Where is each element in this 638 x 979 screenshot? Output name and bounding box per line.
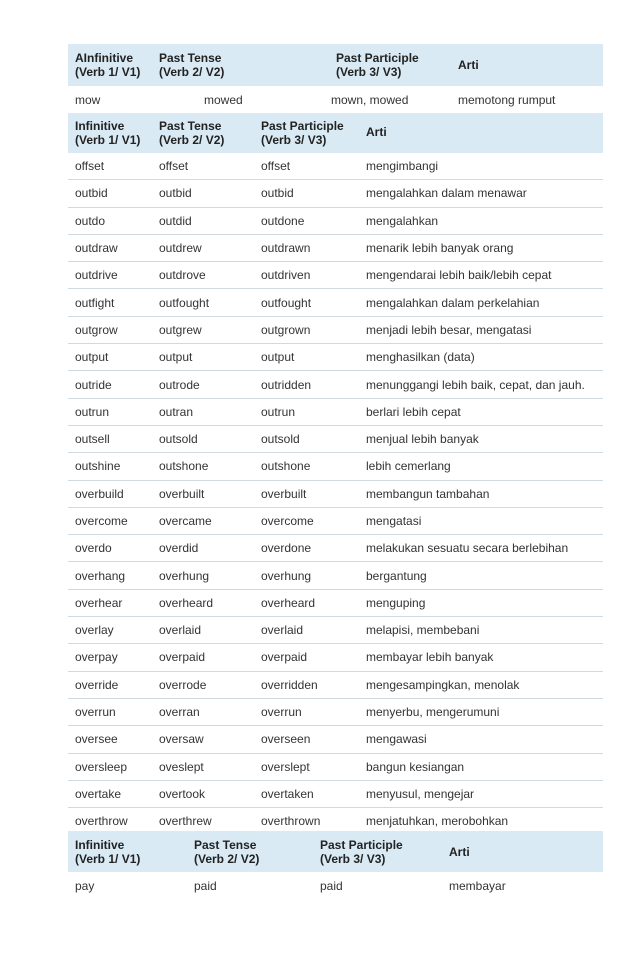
cell-v1: outbid (75, 186, 108, 201)
cell-v3: overthrown (261, 814, 321, 829)
table-row (68, 754, 603, 781)
table-header (68, 113, 603, 153)
cell-arti: menguping (366, 595, 426, 610)
cell-v1: overtake (75, 786, 122, 801)
cell-v1: overbuild (75, 486, 124, 501)
header-infinitive: Infinitive (Verb 1/ V1) (75, 119, 141, 147)
cell-v3: overcome (261, 514, 314, 528)
table-body (68, 153, 603, 835)
header-past-tense: Past Tense (Verb 2/ V2) (194, 838, 260, 866)
table-row (68, 399, 603, 426)
cell-arti: menghasilkan (data) (366, 350, 475, 365)
cell-v3: overseen (261, 732, 311, 747)
cell-arti: mengalahkan dalam perkelahian (366, 295, 540, 310)
cell-v2: oversaw (159, 732, 204, 747)
table-row (68, 86, 603, 114)
cell-v2: outfought (159, 295, 210, 310)
cell-v2: outrode (159, 377, 200, 392)
cell-v2: mowed (204, 92, 243, 107)
cell-arti: mengesampingkan, menolak (366, 677, 520, 692)
cell-arti: membayar (449, 879, 506, 893)
header-arti: Arti (458, 58, 479, 72)
cell-v2: offset (159, 159, 189, 174)
cell-v3: outshone (261, 459, 311, 474)
cell-v1: outgrow (75, 322, 118, 337)
cell-v3: overheard (261, 595, 316, 610)
table-row (68, 726, 603, 753)
header-past-participle: Past Participle (Verb 3/ V3) (336, 51, 419, 79)
cell-arti: menjadi lebih besar, mengatasi (366, 322, 532, 337)
table-row (68, 644, 603, 671)
cell-v1: overdo (75, 541, 112, 556)
cell-v3: paid (320, 879, 343, 893)
header-infinitive: Infinitive (Verb 1/ V1) (75, 838, 141, 866)
cell-arti: bangun kesiangan (366, 759, 465, 774)
cell-v2: overpaid (159, 650, 206, 665)
cell-v3: overhung (261, 568, 312, 583)
cell-v2: outdid (159, 213, 192, 228)
cell-v3: outfought (261, 295, 312, 310)
table-row (68, 371, 603, 398)
cell-arti: bergantung (366, 568, 427, 583)
cell-v2: outran (159, 404, 194, 419)
cell-v2: overrode (159, 677, 207, 692)
cell-v2: overbuilt (159, 486, 205, 501)
verb-table-2 (68, 113, 603, 835)
cell-v2: oveslept (159, 759, 204, 774)
cell-arti: mengimbangi (366, 159, 439, 174)
cell-v2: overhung (159, 568, 210, 583)
cell-v1: overhang (75, 568, 126, 583)
cell-arti: membayar lebih banyak (366, 650, 494, 665)
cell-v2: outdrew (159, 241, 202, 256)
cell-v1: outdo (75, 213, 106, 228)
cell-v3: outbid (261, 186, 294, 201)
cell-v1: output (75, 350, 109, 365)
cell-v3: mown, mowed (331, 92, 409, 107)
header-past-participle: Past Participle (Verb 3/ V3) (320, 838, 403, 866)
cell-v3: overslept (261, 759, 310, 774)
cell-arti: menarik lebih banyak orang (366, 241, 514, 256)
cell-v1: offset (75, 159, 105, 174)
cell-v1: pay (75, 879, 95, 893)
header-arti: Arti (366, 125, 387, 139)
cell-v3: outdone (261, 213, 305, 228)
cell-v1: overhear (75, 595, 123, 610)
table-row (68, 235, 603, 262)
header-past-tense: Past Tense (Verb 2/ V2) (159, 51, 225, 79)
cell-v2: overheard (159, 595, 214, 610)
cell-v1: outrun (75, 404, 110, 419)
cell-arti: mengawasi (366, 732, 427, 747)
table-row (68, 672, 603, 699)
cell-v3: outridden (261, 377, 312, 392)
cell-v2: overcame (159, 514, 212, 528)
cell-v3: outsold (261, 432, 300, 447)
cell-arti: menyerbu, mengerumuni (366, 705, 500, 720)
cell-v1: outsell (75, 432, 110, 447)
table-row (68, 781, 603, 808)
cell-v1: overrun (75, 705, 116, 720)
cell-v3: offset (261, 159, 291, 174)
table-row (68, 535, 603, 562)
cell-v3: overbuilt (261, 486, 307, 501)
cell-arti: mengendarai lebih baik/lebih cepat (366, 268, 552, 283)
cell-arti: melapisi, membebani (366, 623, 480, 638)
cell-v3: outdrawn (261, 241, 311, 256)
cell-v3: outrun (261, 404, 296, 419)
cell-v1: overthrow (75, 814, 128, 829)
header-past-participle: Past Participle (Verb 3/ V3) (261, 119, 344, 147)
table-row (68, 562, 603, 589)
cell-v1: outdraw (75, 241, 118, 256)
cell-arti: lebih cemerlang (366, 459, 451, 474)
cell-v2: overran (159, 705, 200, 720)
header-arti: Arti (449, 845, 470, 859)
table-row (68, 180, 603, 207)
cell-v2: paid (194, 879, 217, 893)
cell-v3: outdriven (261, 268, 311, 283)
cell-v1: outdrive (75, 268, 118, 283)
table-row (68, 508, 603, 535)
header-past-tense: Past Tense (Verb 2/ V2) (159, 119, 225, 147)
cell-v1: oversee (75, 732, 118, 747)
cell-v2: outshone (159, 459, 209, 474)
cell-v2: outdrove (159, 268, 206, 283)
cell-v3: overrun (261, 705, 302, 720)
cell-arti: membangun tambahan (366, 486, 490, 501)
cell-v1: mow (75, 92, 101, 107)
table-row (68, 699, 603, 726)
table-row (68, 872, 603, 900)
cell-v1: oversleep (75, 759, 128, 774)
cell-v2: outsold (159, 432, 198, 447)
cell-arti: berlari lebih cepat (366, 404, 461, 419)
cell-v2: overthrew (159, 814, 212, 829)
cell-v2: overlaid (159, 623, 202, 638)
cell-v3: overlaid (261, 623, 304, 638)
cell-v1: override (75, 677, 119, 692)
cell-v3: outgrown (261, 322, 311, 337)
cell-v1: outshine (75, 459, 121, 474)
table-row (68, 262, 603, 289)
cell-v1: overlay (75, 623, 114, 638)
table-header (68, 831, 603, 872)
verb-table-1 (68, 44, 603, 114)
cell-arti: melakukan sesuatu secara berlebihan (366, 541, 569, 556)
cell-arti: menjatuhkan, merobohkan (366, 814, 509, 829)
cell-arti: mengalahkan (366, 213, 439, 228)
header-infinitive: AInfinitive (Verb 1/ V1) (75, 51, 141, 79)
cell-arti: memotong rumput (458, 92, 556, 107)
cell-arti: menjual lebih banyak (366, 432, 479, 447)
table-row (68, 481, 603, 508)
cell-arti: mengatasi (366, 514, 422, 528)
cell-v2: outgrew (159, 322, 202, 337)
cell-v1: outride (75, 377, 112, 392)
table-row (68, 426, 603, 453)
cell-v3: overtaken (261, 786, 314, 801)
table-header (68, 44, 603, 86)
cell-arti: menyusul, mengejar (366, 786, 475, 801)
cell-v3: overpaid (261, 650, 308, 665)
verb-table-3 (68, 831, 603, 900)
cell-v1: overpay (75, 650, 118, 665)
cell-v2: outbid (159, 186, 192, 201)
table-row (68, 289, 603, 316)
cell-arti: mengalahkan dalam menawar (366, 186, 527, 201)
table-row (68, 453, 603, 480)
cell-v3: overdone (261, 541, 312, 556)
table-row (68, 317, 603, 344)
table-row (68, 153, 603, 180)
cell-v2: overtook (159, 786, 206, 801)
table-row (68, 617, 603, 644)
table-row (68, 590, 603, 617)
table-row (68, 344, 603, 371)
cell-v1: outfight (75, 295, 115, 310)
cell-v3: overridden (261, 677, 318, 692)
cell-v2: overdid (159, 541, 199, 556)
cell-v2: output (159, 350, 193, 365)
cell-arti: menunggangi lebih baik, cepat, dan jauh. (366, 377, 585, 392)
table-row (68, 208, 603, 235)
cell-v1: overcome (75, 514, 128, 528)
cell-v3: output (261, 350, 295, 365)
